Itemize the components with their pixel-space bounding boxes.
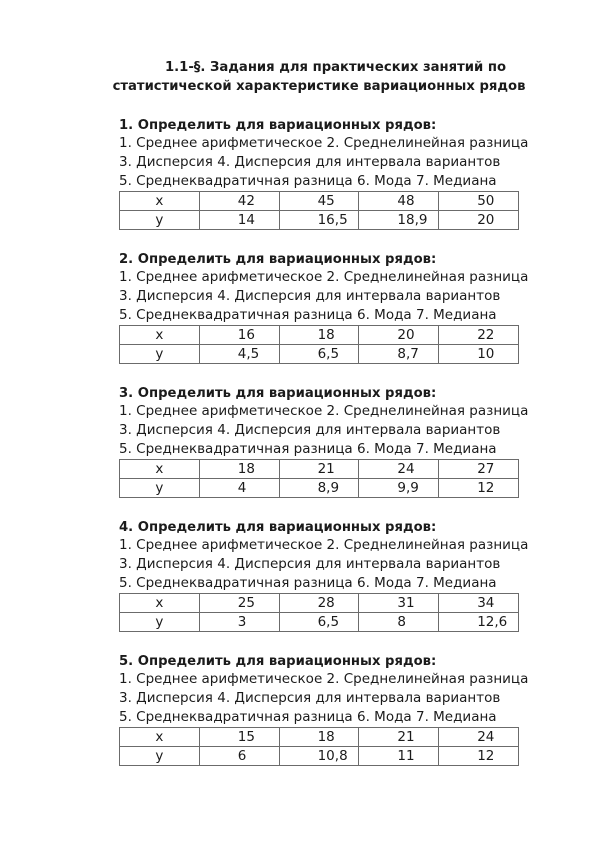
x-value: 21 — [279, 460, 359, 479]
task-line: 1. Среднее арифметическое 2. Среднелинейная разница — [119, 135, 529, 151]
task-heading: 2. Определить для вариационных рядов: — [119, 252, 437, 267]
task-line: 3. Дисперсия 4. Дисперсия для интервала вариантов — [119, 154, 501, 170]
y-value: 20 — [439, 211, 519, 230]
table-row-x — [120, 594, 519, 613]
task-line: 5. Среднеквадратичная разница 6. Мода 7. Медиана — [119, 709, 497, 725]
task-heading: 3. Определить для вариационных рядов: — [119, 386, 437, 401]
table-row-y — [120, 211, 519, 230]
y-value: 12,6 — [439, 613, 519, 632]
row-label-x: x — [120, 594, 200, 613]
task-line: 1. Среднее арифметическое 2. Среднелинейная разница — [119, 403, 529, 419]
document-title-line-2: статистической характеристике вариационных рядов — [112, 79, 526, 94]
x-value: 22 — [439, 326, 519, 345]
x-value: 18 — [199, 460, 279, 479]
y-value: 14 — [199, 211, 279, 230]
task-heading: 4. Определить для вариационных рядов: — [119, 520, 437, 535]
task-line: 3. Дисперсия 4. Дисперсия для интервала вариантов — [119, 288, 501, 304]
y-value: 8,7 — [359, 345, 439, 364]
x-value: 16 — [199, 326, 279, 345]
x-value: 18 — [279, 728, 359, 747]
table-row-y — [120, 613, 519, 632]
y-value: 16,5 — [279, 211, 359, 230]
x-value: 34 — [439, 594, 519, 613]
y-value: 6,5 — [279, 345, 359, 364]
y-value: 11 — [359, 747, 439, 766]
y-value: 10 — [439, 345, 519, 364]
variation-series-table — [119, 459, 519, 498]
y-value: 6,5 — [279, 613, 359, 632]
task-2 — [119, 251, 529, 364]
y-value: 12 — [439, 479, 519, 498]
table-row-y — [120, 345, 519, 364]
table-row-y — [120, 479, 519, 498]
row-label-x: x — [120, 728, 200, 747]
task-line: 5. Среднеквадратичная разница 6. Мода 7. Медиана — [119, 173, 497, 189]
task-4 — [119, 519, 529, 632]
row-label-x: x — [120, 326, 200, 345]
y-value: 8,9 — [279, 479, 359, 498]
task-1 — [119, 117, 529, 230]
x-value: 42 — [199, 192, 279, 211]
x-value: 31 — [359, 594, 439, 613]
x-value: 24 — [439, 728, 519, 747]
variation-series-table — [119, 593, 519, 632]
task-heading: 5. Определить для вариационных рядов: — [119, 654, 437, 669]
row-label-y: y — [120, 479, 200, 498]
table-row-y — [120, 747, 519, 766]
row-label-x: x — [120, 460, 200, 479]
task-line: 5. Среднеквадратичная разница 6. Мода 7. Медиана — [119, 575, 497, 591]
task-line: 3. Дисперсия 4. Дисперсия для интервала вариантов — [119, 422, 501, 438]
y-value: 3 — [199, 613, 279, 632]
table-row-x — [120, 326, 519, 345]
x-value: 15 — [199, 728, 279, 747]
variation-series-table — [119, 191, 519, 230]
row-label-y: y — [120, 211, 200, 230]
x-value: 45 — [279, 192, 359, 211]
document-title-line-1: 1.1-§. Задания для практических занятий по — [164, 60, 507, 75]
variation-series-table — [119, 325, 519, 364]
x-value: 21 — [359, 728, 439, 747]
task-heading: 1. Определить для вариационных рядов: — [119, 118, 437, 133]
y-value: 12 — [439, 747, 519, 766]
task-line: 3. Дисперсия 4. Дисперсия для интервала вариантов — [119, 690, 501, 706]
x-value: 25 — [199, 594, 279, 613]
x-value: 20 — [359, 326, 439, 345]
row-label-x: x — [120, 192, 200, 211]
task-line: 1. Среднее арифметическое 2. Среднелинейная разница — [119, 537, 529, 553]
x-value: 28 — [279, 594, 359, 613]
x-value: 18 — [279, 326, 359, 345]
y-value: 8 — [359, 613, 439, 632]
x-value: 50 — [439, 192, 519, 211]
y-value: 4 — [199, 479, 279, 498]
task-5 — [119, 653, 529, 766]
row-label-y: y — [120, 613, 200, 632]
table-row-x — [120, 460, 519, 479]
x-value: 48 — [359, 192, 439, 211]
x-value: 27 — [439, 460, 519, 479]
table-row-x — [120, 192, 519, 211]
document-title — [0, 58, 596, 96]
task-3 — [119, 385, 529, 498]
task-line: 1. Среднее арифметическое 2. Среднелинейная разница — [119, 671, 529, 687]
y-value: 6 — [199, 747, 279, 766]
y-value: 18,9 — [359, 211, 439, 230]
row-label-y: y — [120, 747, 200, 766]
x-value: 24 — [359, 460, 439, 479]
table-row-x — [120, 728, 519, 747]
task-line: 5. Среднеквадратичная разница 6. Мода 7. Медиана — [119, 441, 497, 457]
task-line: 3. Дисперсия 4. Дисперсия для интервала вариантов — [119, 556, 501, 572]
variation-series-table — [119, 727, 519, 766]
y-value: 10,8 — [279, 747, 359, 766]
y-value: 4,5 — [199, 345, 279, 364]
task-line: 1. Среднее арифметическое 2. Среднелинейная разница — [119, 269, 529, 285]
row-label-y: y — [120, 345, 200, 364]
task-line: 5. Среднеквадратичная разница 6. Мода 7. Медиана — [119, 307, 497, 323]
y-value: 9,9 — [359, 479, 439, 498]
